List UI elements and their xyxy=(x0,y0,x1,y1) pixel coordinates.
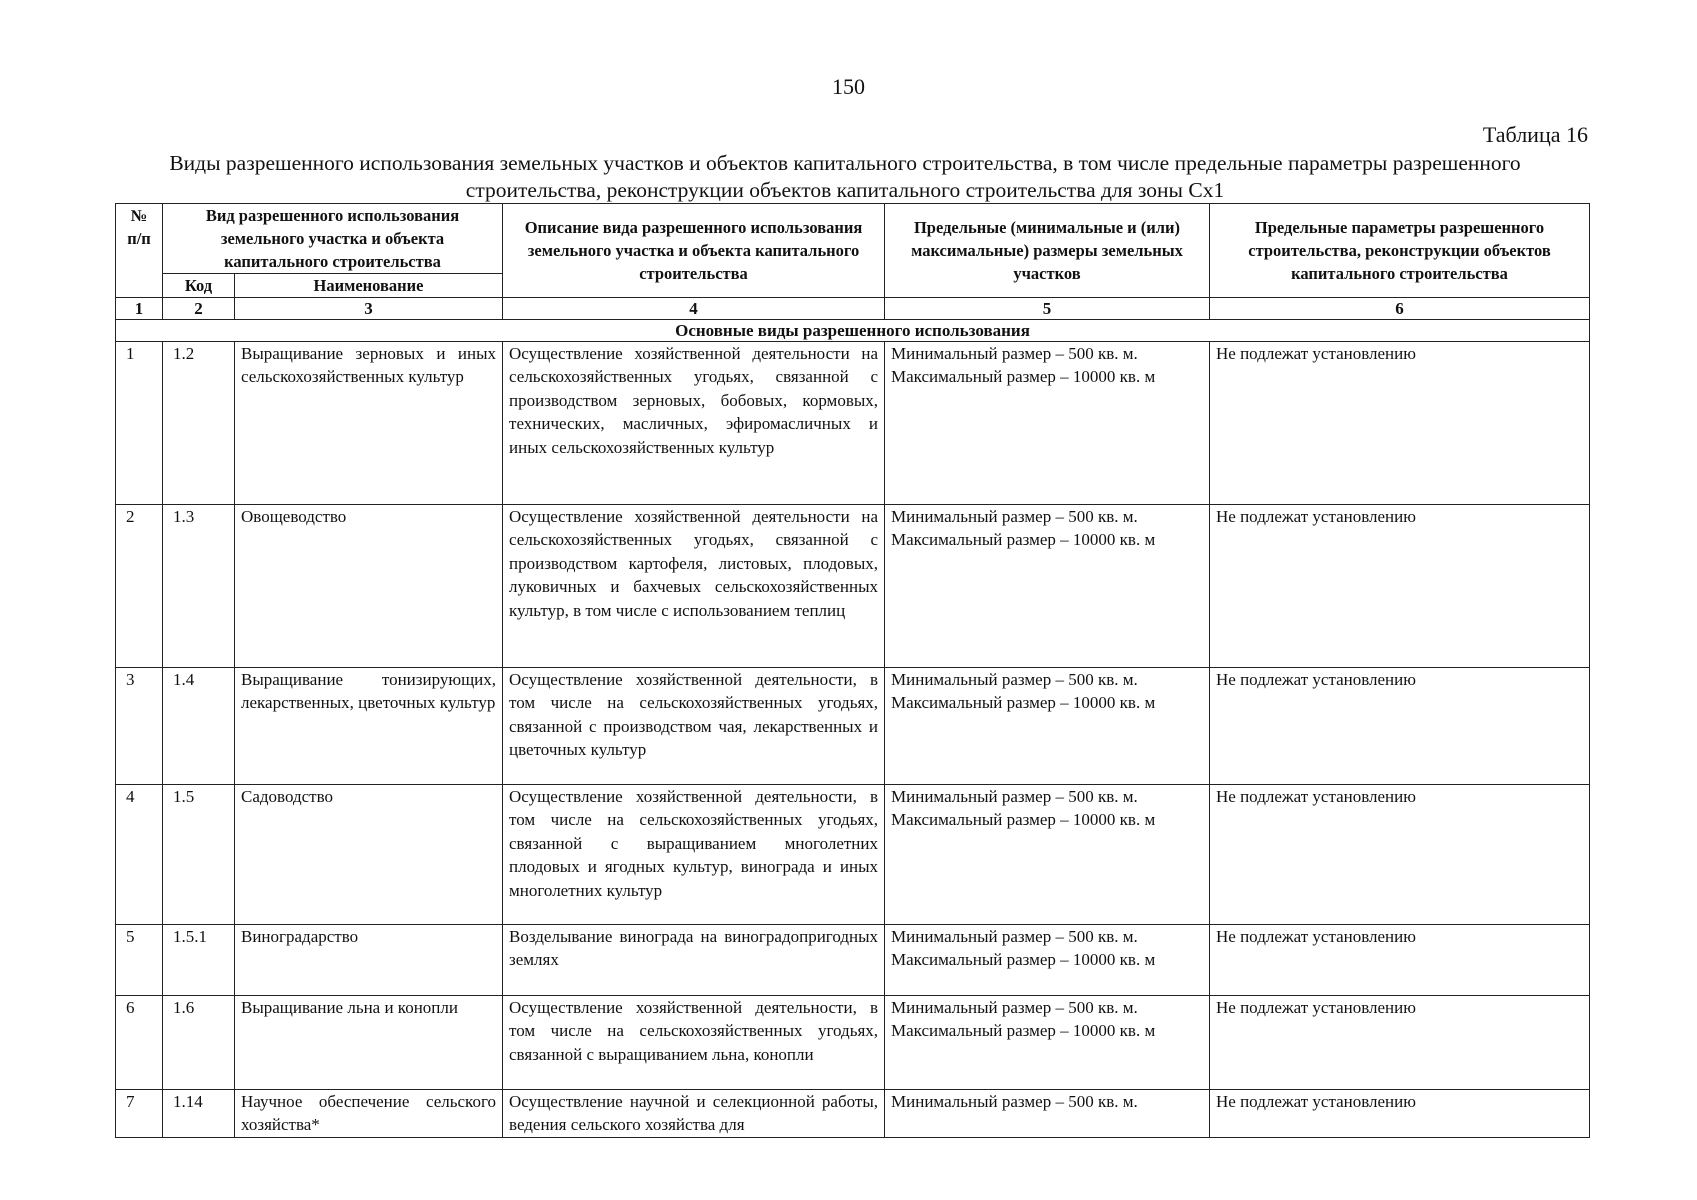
row-number: 7 xyxy=(116,1090,163,1138)
header-num: № п/п xyxy=(116,204,163,298)
row-params: Не подлежат установлению xyxy=(1210,925,1590,996)
table-row xyxy=(116,996,1590,1090)
row-number: 6 xyxy=(116,996,163,1090)
header-name: Наименование xyxy=(235,274,503,298)
table-row xyxy=(116,668,1590,785)
land-use-table xyxy=(115,203,1590,1138)
row-code: 1.5.1 xyxy=(163,925,235,996)
column-number-row xyxy=(116,298,1590,320)
table-label: Таблица 16 xyxy=(1482,122,1588,147)
row-size: Минимальный размер – 500 кв. м. Максимальный размер – 10000 кв. м xyxy=(885,925,1210,996)
table-row xyxy=(116,505,1590,668)
row-params: Не подлежат установлению xyxy=(1210,785,1590,925)
table-title: Виды разрешенного использования земельных участков и объектов капитального строительства, в том числе предельные параметры разрешенного строительства, реконструкции объектов капитального строительства для зоны Сх1 xyxy=(169,151,1521,202)
row-code: 1.14 xyxy=(163,1090,235,1138)
row-description: Осуществление хозяйственной деятельности, в том числе на сельскохозяйственных угодьях, связанной с производством чая, лекарственных и цветочных культур xyxy=(503,668,885,785)
row-name: Выращивание зерновых и иных сельскохозяйственных культур xyxy=(235,342,503,505)
row-params: Не подлежат установлению xyxy=(1210,668,1590,785)
page-number: 150 xyxy=(832,74,865,99)
row-size: Минимальный размер – 500 кв. м. xyxy=(885,1090,1210,1138)
row-number: 4 xyxy=(116,785,163,925)
column-number: 6 xyxy=(1210,298,1590,320)
row-name: Научное обеспечение сельского хозяйства* xyxy=(235,1090,503,1138)
column-number: 5 xyxy=(885,298,1210,320)
row-description: Осуществление хозяйственной деятельности на сельскохозяйственных угодьях, связанной с производством картофеля, листовых, плодовых, луковичных и бахчевых сельскохозяйственных культур, в том числе с использованием теплиц xyxy=(503,505,885,668)
row-name: Выращивание тонизирующих, лекарственных, цветочных культур xyxy=(235,668,503,785)
table-row xyxy=(116,925,1590,996)
row-params: Не подлежат установлению xyxy=(1210,505,1590,668)
row-code: 1.6 xyxy=(163,996,235,1090)
header-params: Предельные параметры разрешенного строительства, реконструкции объектов капитального строительства xyxy=(1210,204,1590,298)
row-name: Виноградарство xyxy=(235,925,503,996)
row-name: Садоводство xyxy=(235,785,503,925)
row-description: Осуществление хозяйственной деятельности, в том числе на сельскохозяйственных угодьях, связанной с выращиванием многолетних плодовых и ягодных культур, винограда и иных многолетних культур xyxy=(503,785,885,925)
row-description: Осуществление хозяйственной деятельности, в том числе на сельскохозяйственных угодьях, связанной с выращиванием льна, конопли xyxy=(503,996,885,1090)
row-code: 1.4 xyxy=(163,668,235,785)
column-number: 3 xyxy=(235,298,503,320)
column-number: 1 xyxy=(116,298,163,320)
column-number: 4 xyxy=(503,298,885,320)
row-description: Возделывание винограда на виноградопригодных землях xyxy=(503,925,885,996)
row-number: 5 xyxy=(116,925,163,996)
row-number: 2 xyxy=(116,505,163,668)
header-row-top xyxy=(116,204,1590,274)
row-size: Минимальный размер – 500 кв. м. Максимальный размер – 10000 кв. м xyxy=(885,505,1210,668)
section-row xyxy=(116,320,1590,342)
row-code: 1.5 xyxy=(163,785,235,925)
row-size: Минимальный размер – 500 кв. м. Максимальный размер – 10000 кв. м xyxy=(885,342,1210,505)
header-description: Описание вида разрешенного использования земельного участка и объекта капитального строительства xyxy=(503,204,885,298)
row-code: 1.3 xyxy=(163,505,235,668)
row-size: Минимальный размер – 500 кв. м. Максимальный размер – 10000 кв. м xyxy=(885,668,1210,785)
row-name: Овощеводство xyxy=(235,505,503,668)
row-description: Осуществление хозяйственной деятельности на сельскохозяйственных угодьях, связанной с производством зерновых, бобовых, кормовых, технических, масличных, эфиромасличных и иных сельскохозяйственных культур xyxy=(503,342,885,505)
row-params: Не подлежат установлению xyxy=(1210,1090,1590,1138)
row-number: 1 xyxy=(116,342,163,505)
table-row xyxy=(116,342,1590,505)
row-description: Осуществление научной и селекционной работы, ведения сельского хозяйства для xyxy=(503,1090,885,1138)
section-title: Основные виды разрешенного использования xyxy=(116,320,1590,342)
column-number: 2 xyxy=(163,298,235,320)
header-code: Код xyxy=(163,274,235,298)
row-size: Минимальный размер – 500 кв. м. Максимальный размер – 10000 кв. м xyxy=(885,996,1210,1090)
header-size: Предельные (минимальные и (или) максимальные) размеры земельных участков xyxy=(885,204,1210,298)
row-size: Минимальный размер – 500 кв. м. Максимальный размер – 10000 кв. м xyxy=(885,785,1210,925)
row-name: Выращивание льна и конопли xyxy=(235,996,503,1090)
row-number: 3 xyxy=(116,668,163,785)
row-code: 1.2 xyxy=(163,342,235,505)
row-params: Не подлежат установлению xyxy=(1210,342,1590,505)
table-row xyxy=(116,1090,1590,1138)
row-params: Не подлежат установлению xyxy=(1210,996,1590,1090)
table-row xyxy=(116,785,1590,925)
header-type: Вид разрешенного использования земельного участка и объекта капитального строительства xyxy=(163,204,503,274)
